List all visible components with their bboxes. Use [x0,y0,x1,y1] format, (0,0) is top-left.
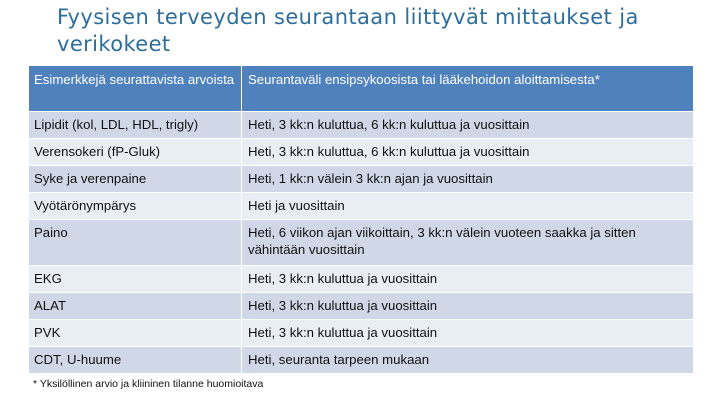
row-interval: Heti, seuranta tarpeen mukaan [241,347,693,374]
row-interval: Heti, 1 kk:n välein 3 kk:n ajan ja vuosittain [241,166,693,193]
monitoring-table [29,66,693,374]
row-parameter: Paino [29,220,241,266]
row-parameter: PVK [29,320,241,347]
table-header-row [29,66,693,112]
table-row [29,266,693,293]
table-row [29,220,693,266]
table-row [29,112,693,139]
row-interval: Heti, 3 kk:n kuluttua ja vuosittain [241,266,693,293]
row-interval: Heti, 3 kk:n kuluttua ja vuosittain [241,293,693,320]
row-interval: Heti, 3 kk:n kuluttua, 6 kk:n kuluttua ja vuosittain [241,139,693,166]
slide-title: Fyysisen terveyden seurantaan liittyvät mittaukset ja verikokeet [57,5,639,56]
row-parameter: EKG [29,266,241,293]
row-parameter: CDT, U-huume [29,347,241,374]
row-interval: Heti, 3 kk:n kuluttua, 6 kk:n kuluttua ja vuosittain [241,112,693,139]
table-row [29,293,693,320]
column-header-interval: Seurantaväli ensipsykoosista tai lääkehoidon aloittamisesta* [241,66,693,112]
table-row [29,320,693,347]
row-parameter: Verensokeri (fP-Gluk) [29,139,241,166]
table-row [29,347,693,374]
row-interval: Heti, 6 viikon ajan viikoittain, 3 kk:n välein vuoteen saakka ja sitten vähintään vuosittain [241,220,693,266]
row-interval: Heti ja vuosittain [241,193,693,220]
row-parameter: Syke ja verenpaine [29,166,241,193]
table-row [29,166,693,193]
table-row [29,193,693,220]
column-header-values: Esimerkkejä seurattavista arvoista [29,66,241,112]
footnote: * Yksilöllinen arvio ja kliininen tilanne huomioitava [33,378,264,390]
table-row [29,139,693,166]
row-interval: Heti, 3 kk:n kuluttua ja vuosittain [241,320,693,347]
row-parameter: Vyötärönympärys [29,193,241,220]
row-parameter: Lipidit (kol, LDL, HDL, trigly) [29,112,241,139]
row-parameter: ALAT [29,293,241,320]
